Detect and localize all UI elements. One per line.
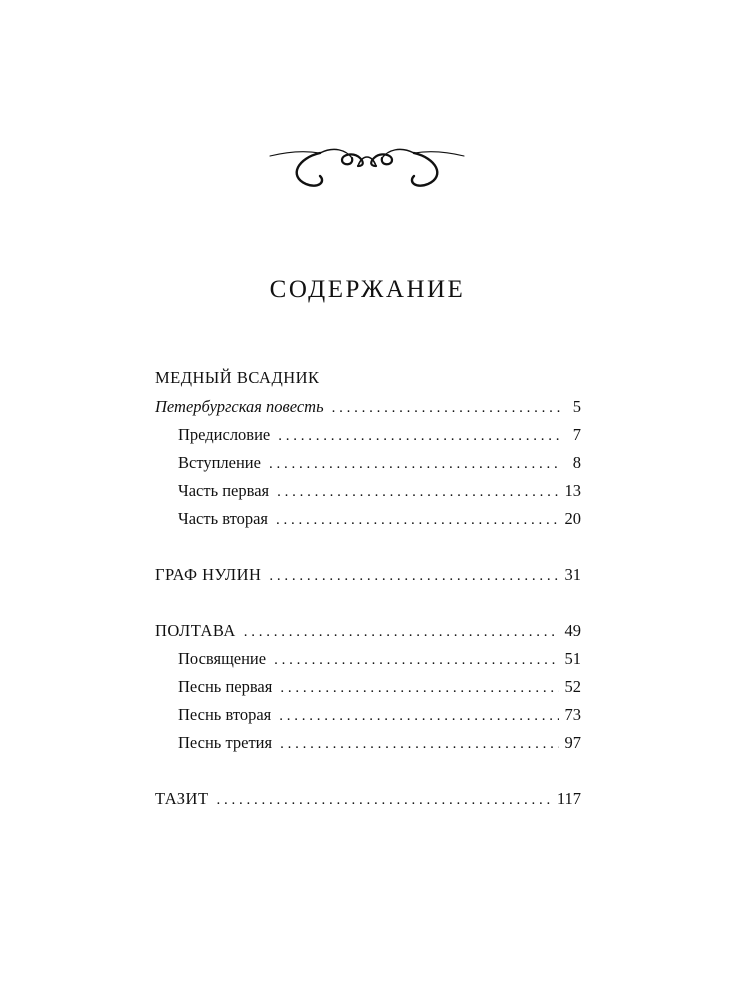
toc-page-number: 117 (556, 789, 581, 808)
flourish-ornament-icon (268, 136, 466, 192)
dot-leader (244, 620, 559, 644)
dot-leader (279, 704, 558, 728)
toc-entry[interactable] (178, 675, 581, 699)
dot-leader (332, 396, 561, 420)
dot-leader (278, 424, 561, 448)
dot-leader (277, 480, 558, 504)
toc-entry-label: Предисловие (178, 425, 271, 444)
page-title: СОДЕРЖАНИЕ (269, 276, 466, 303)
toc-page-number: 20 (564, 509, 581, 528)
toc-entry-label: Посвящение (178, 649, 267, 668)
toc-entry-label: Песнь третия (178, 733, 273, 752)
toc-entry-label: Петербургская повесть (155, 397, 324, 416)
toc-page-number: 51 (564, 649, 581, 668)
toc-page-number: 5 (572, 397, 581, 416)
toc-entry-label: Часть вторая (178, 509, 269, 528)
toc-entry[interactable] (155, 563, 581, 587)
toc-section-heading: ПОЛТАВА (155, 621, 236, 640)
toc-entry[interactable] (155, 395, 581, 419)
toc-page-number: 7 (572, 425, 581, 444)
dot-leader (269, 452, 561, 476)
toc-entry-label: Вступление (178, 453, 261, 472)
toc-entry[interactable] (178, 479, 581, 503)
toc-page-number: 31 (564, 565, 581, 584)
toc-entry-label: Часть первая (178, 481, 270, 500)
toc-page-number: 13 (564, 481, 581, 500)
dot-leader (280, 732, 558, 756)
toc-entry[interactable] (155, 787, 581, 811)
toc-page-number: 52 (564, 677, 581, 696)
dot-leader (274, 648, 558, 672)
toc-entry-label: Песнь вторая (178, 705, 272, 724)
toc-entry[interactable] (178, 507, 581, 531)
toc-page-number: 8 (572, 453, 581, 472)
toc-entry[interactable] (178, 451, 581, 475)
dot-leader (269, 564, 558, 588)
toc-section-heading: ГРАФ НУЛИН (155, 565, 262, 584)
dot-leader (276, 508, 558, 532)
toc-entry[interactable] (178, 731, 581, 755)
toc-entry-label: Песнь первая (178, 677, 273, 696)
toc-page-number: 73 (564, 705, 581, 724)
toc-page-number: 49 (564, 621, 581, 640)
toc-page-number: 97 (564, 733, 581, 752)
toc-entry[interactable] (178, 647, 581, 671)
toc-section-heading: ТАЗИТ (155, 789, 209, 808)
toc-entry[interactable] (178, 703, 581, 727)
toc-entry[interactable] (155, 619, 581, 643)
dot-leader (217, 788, 551, 812)
dot-leader (280, 676, 558, 700)
toc-section-heading: МЕДНЫЙ ВСАДНИК (155, 368, 320, 387)
toc-entry[interactable] (178, 423, 581, 447)
